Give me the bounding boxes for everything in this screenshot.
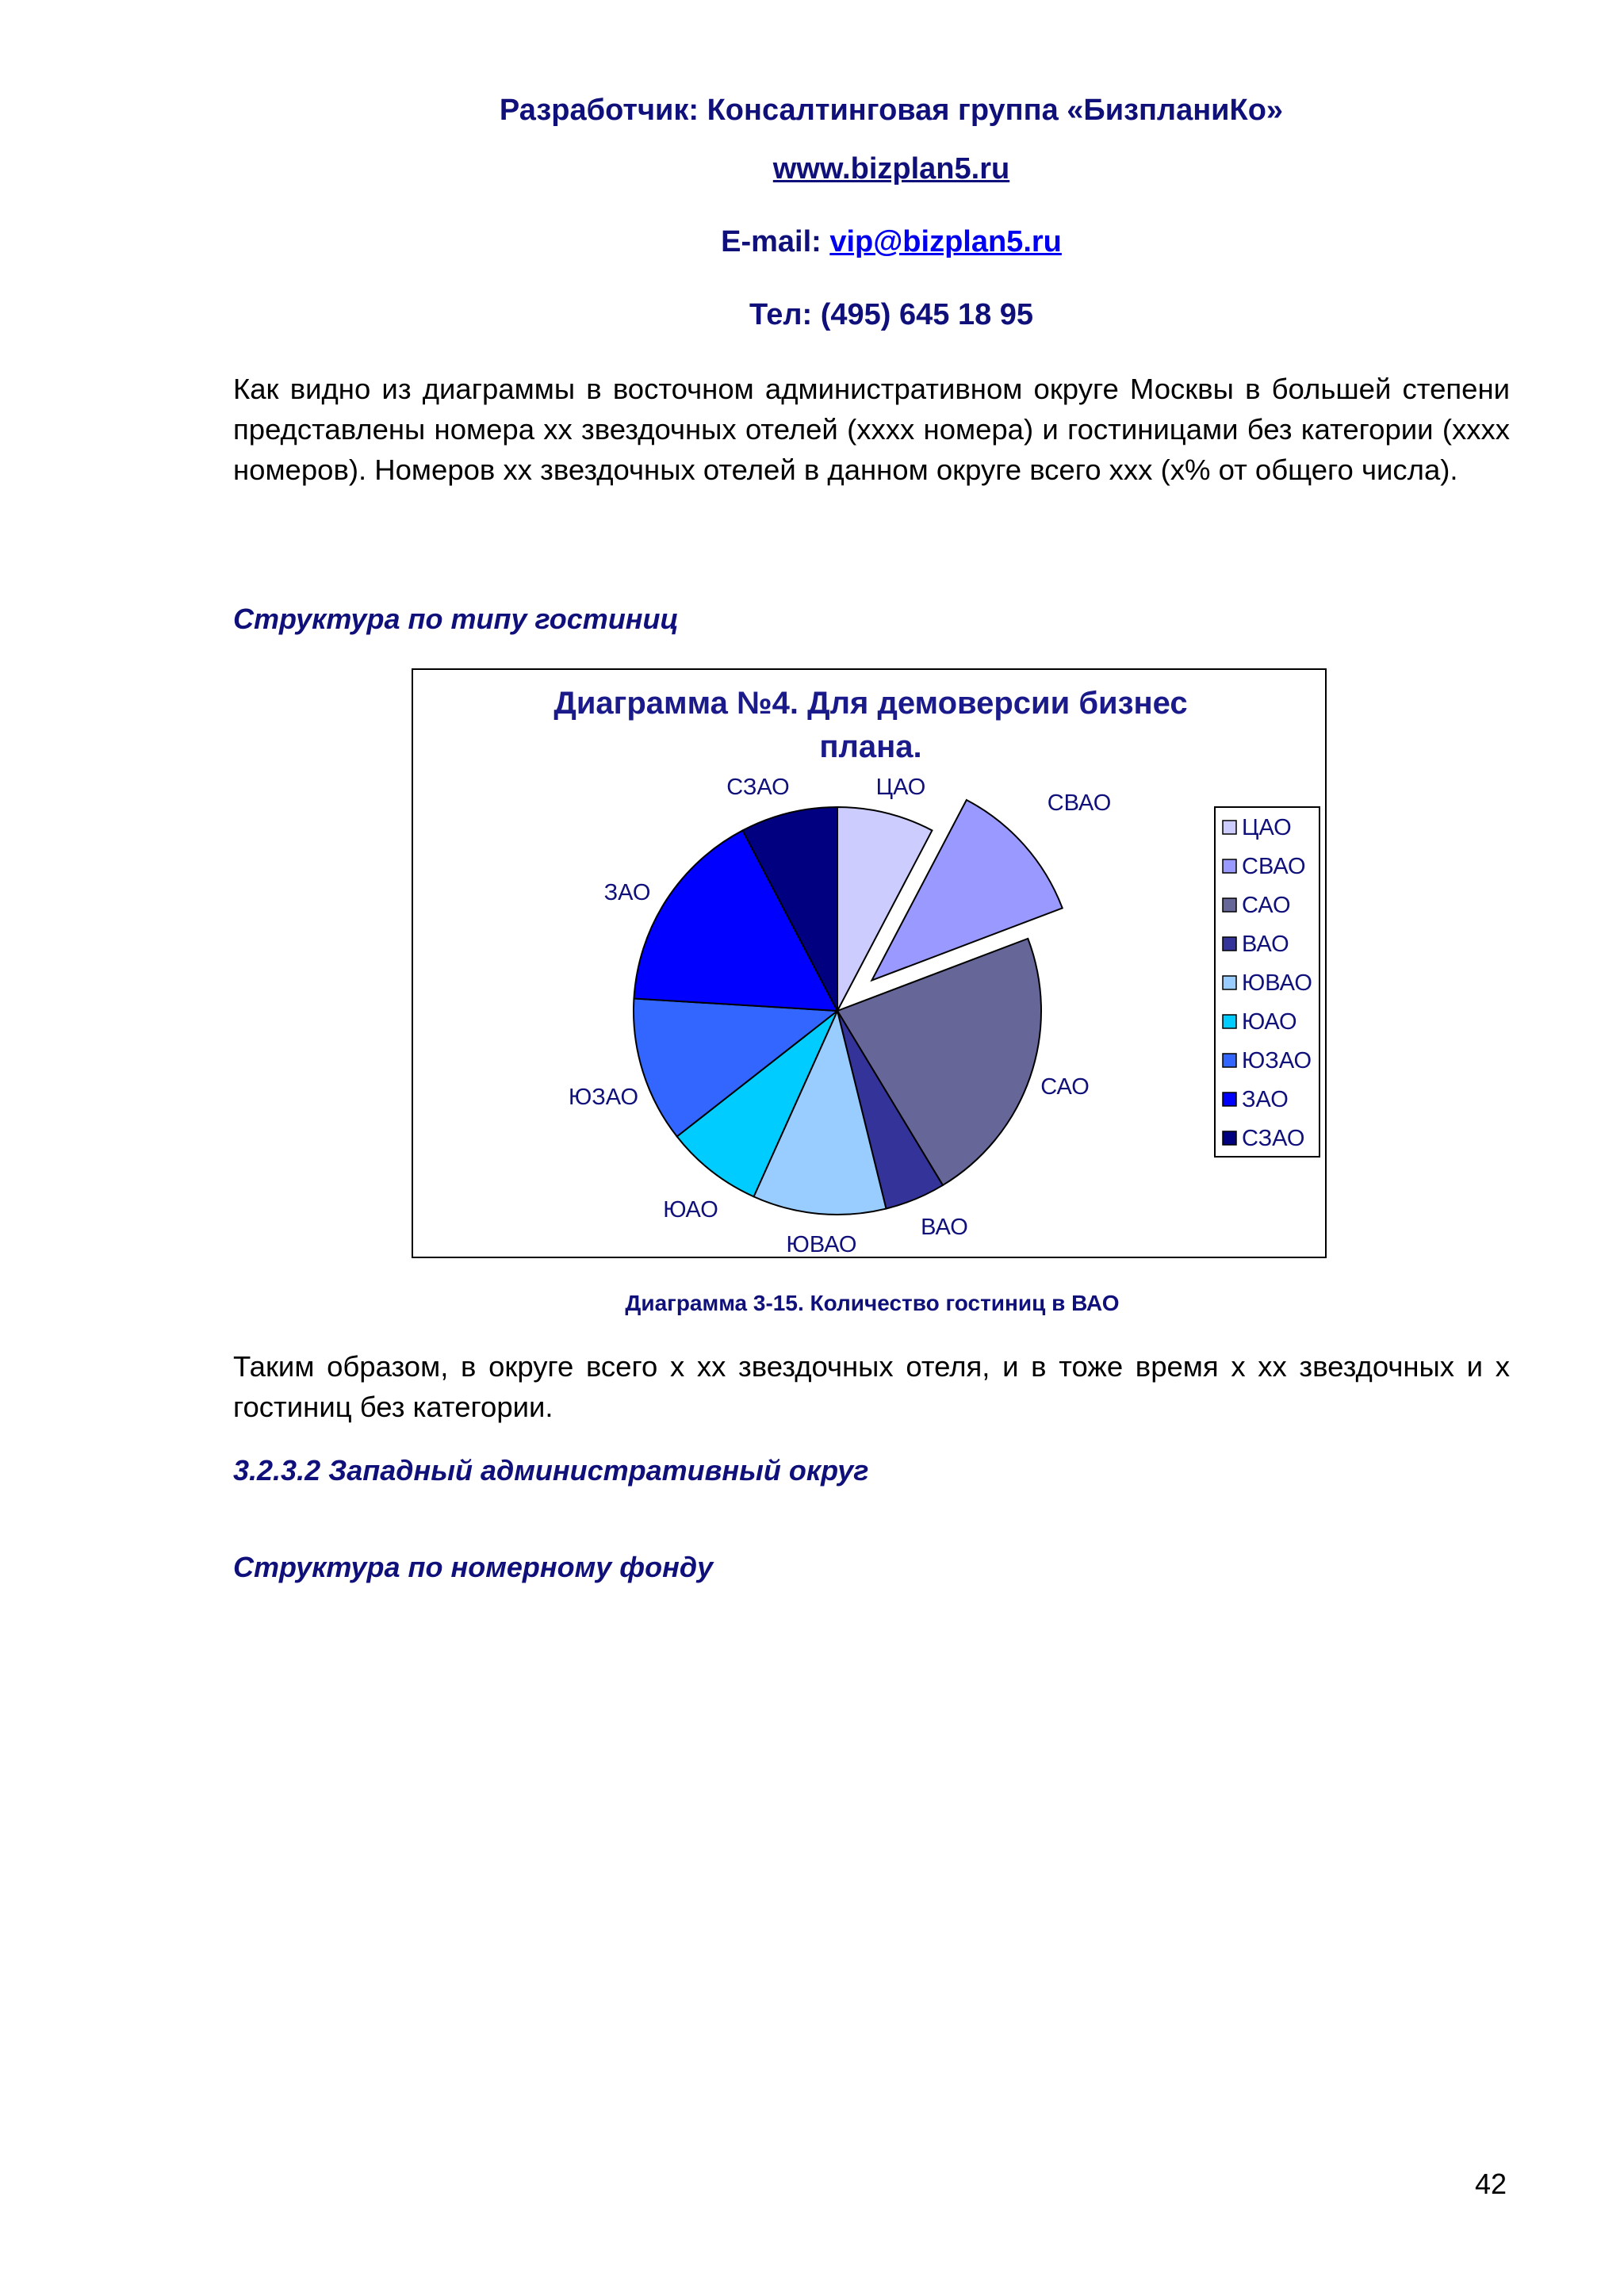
section-title-room-stock: Структура по номерному фонду (233, 1551, 714, 1583)
legend-swatch-8 (1223, 1131, 1236, 1145)
legend-swatch-2 (1223, 898, 1236, 912)
legend-label-8: СЗАО (1242, 1126, 1305, 1151)
slice-label-7: ЗАО (603, 880, 651, 905)
conclusion-paragraph: Таким образом, в округе всего х хх звездочных отеля, и в тоже время х хх звездочных и х гостиниц без категории. (233, 1350, 1510, 1423)
slice-label-6: ЮЗАО (568, 1085, 639, 1110)
chart-title-line-2: плана. (819, 729, 922, 764)
legend-swatch-7 (1223, 1093, 1236, 1106)
intro-paragraph: Как видно из диаграммы в восточном административном округе Москвы в большей степени представлены номера хх звездочных отелей (хххх номера) и гостиницами без категории (хххх номеров). Номеров хх звездочных отелей в данном округе всего ххх (х% от общего числа). (233, 373, 1510, 486)
chart-caption: Диаграмма 3-15. Количество гостиниц в ВАО (625, 1291, 1120, 1315)
legend-swatch-1 (1223, 859, 1236, 873)
legend-label-6: ЮЗАО (1242, 1048, 1312, 1073)
slice-label-2: САО (1040, 1074, 1090, 1100)
page-number: 42 (1475, 2168, 1507, 2200)
legend-label-7: ЗАО (1242, 1087, 1289, 1112)
slice-label-5: ЮАО (663, 1197, 718, 1223)
chart-title-line-1: Диаграмма №4. Для демоверсии бизнес (553, 686, 1188, 721)
section-title-hotel-type: Структура по типу гостиниц (233, 603, 679, 635)
slice-label-0: ЦАО (875, 775, 926, 800)
slice-label-4: ЮВАО (786, 1232, 857, 1257)
legend-swatch-4 (1223, 976, 1236, 989)
slice-label-8: СЗАО (726, 775, 790, 800)
legend-swatch-0 (1223, 821, 1236, 834)
legend-label-3: ВАО (1242, 932, 1289, 957)
legend-label-2: САО (1242, 893, 1291, 918)
developer-line: Разработчик: Консалтинговая группа «БизпланиКо» (499, 94, 1284, 127)
legend-swatch-3 (1223, 937, 1236, 951)
slice-label-1: СВАО (1047, 790, 1112, 816)
email-line (0, 225, 1624, 259)
website-text[interactable]: www.bizplan5.ru (772, 152, 1010, 186)
legend-label-4: ЮВАО (1242, 970, 1312, 996)
pie-chart-frame (412, 668, 1327, 1258)
email-label: E-mail: (721, 225, 830, 258)
legend-label-1: СВАО (1242, 854, 1306, 879)
legend-label-0: ЦАО (1242, 815, 1292, 840)
legend-swatch-6 (1223, 1054, 1236, 1067)
phone-line: Тел: (495) 645 18 95 (749, 298, 1034, 331)
email-link[interactable]: vip@bizplan5.ru (829, 225, 1062, 258)
slice-label-3: ВАО (921, 1215, 968, 1240)
section-title-west-district: 3.2.3.2 Западный административный округ (233, 1454, 869, 1487)
legend-label-5: ЮАО (1242, 1009, 1297, 1035)
pie-chart (413, 670, 1328, 1260)
website-link[interactable] (0, 152, 1624, 186)
legend-swatch-5 (1223, 1015, 1236, 1028)
